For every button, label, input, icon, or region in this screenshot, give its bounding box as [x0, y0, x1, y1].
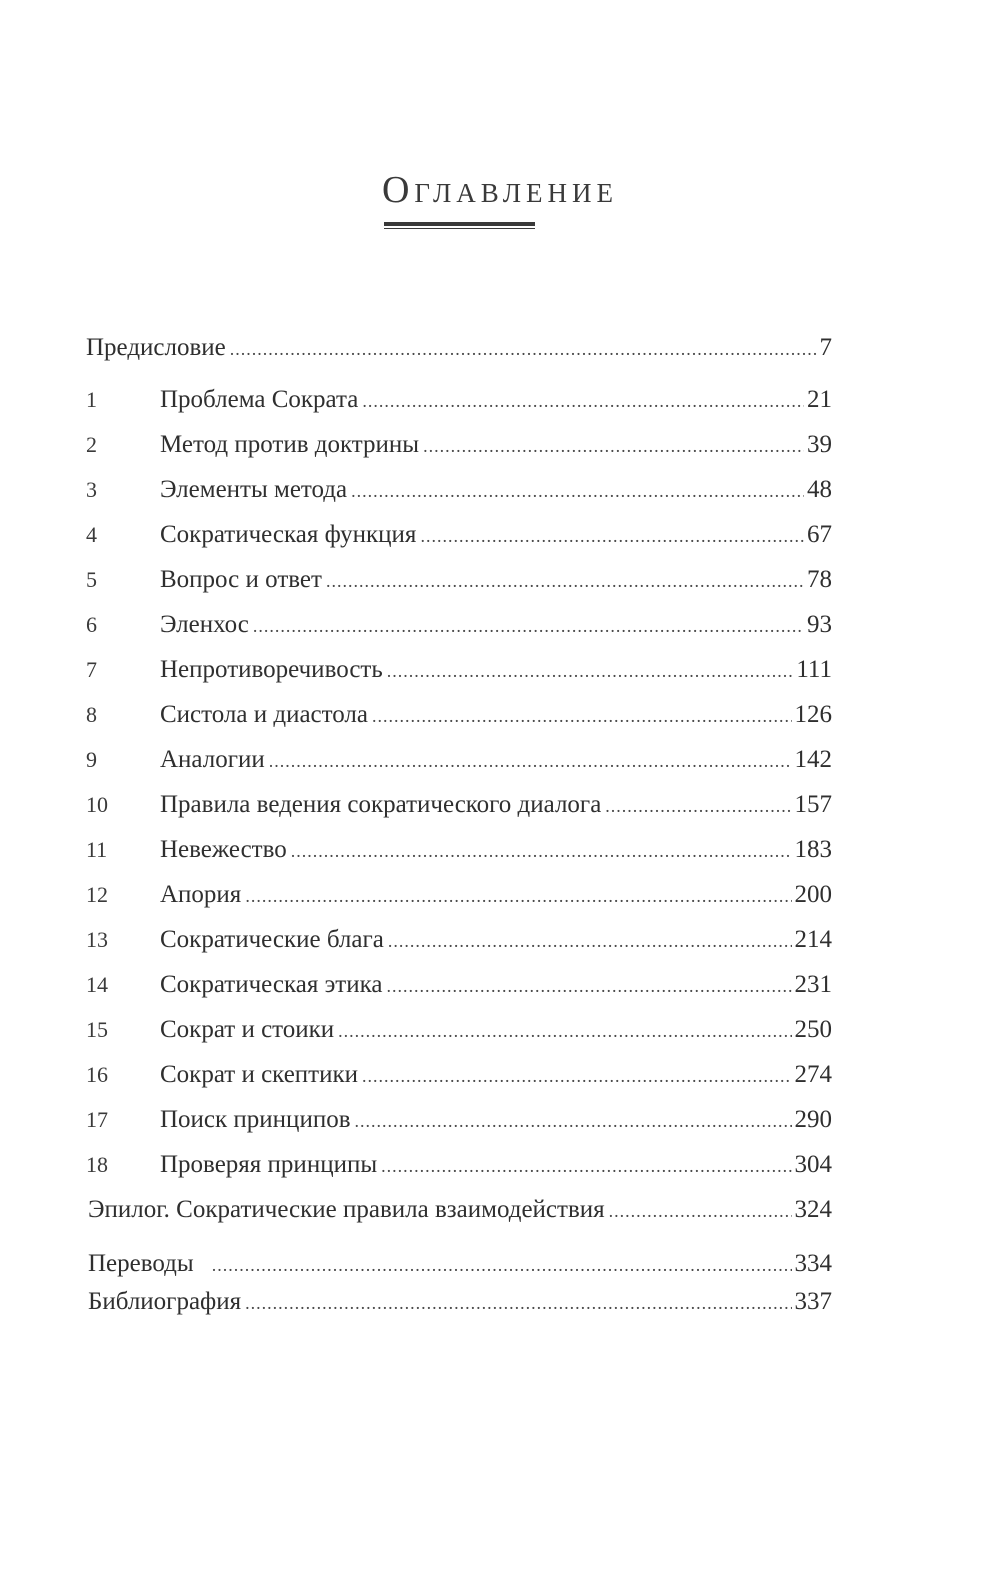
toc-entry-preface[interactable] — [86, 330, 832, 366]
toc-entry-epilogue[interactable] — [88, 1192, 832, 1228]
leader-dots — [355, 1103, 792, 1139]
toc-entry-page: 93 — [807, 611, 832, 638]
leader-dots — [230, 331, 817, 367]
chapter-number: 9 — [86, 747, 97, 772]
leader-dots — [609, 1193, 792, 1229]
leader-dots — [326, 563, 804, 599]
chapter-number: 18 — [86, 1152, 108, 1177]
toc-entry-page: 214 — [794, 926, 832, 953]
leader-dots — [387, 653, 794, 689]
toc-entry-label: Невежество — [160, 836, 287, 863]
toc-entry-page: 200 — [794, 881, 832, 908]
leader-dots — [291, 833, 792, 869]
leader-dots — [388, 923, 792, 959]
chapter-number: 11 — [86, 837, 108, 862]
toc-entry-page: 39 — [807, 431, 832, 458]
toc-entry-label: Проверяя принципы — [160, 1151, 378, 1178]
chapter-number: 15 — [86, 1017, 108, 1042]
toc-entry-chapter-5[interactable] — [86, 562, 832, 598]
toc-entry-label: Сократическая этика — [160, 971, 383, 998]
chapter-number: 10 — [86, 792, 108, 817]
toc-entry-label: Систола и диастола — [160, 701, 368, 728]
leader-dots — [381, 1148, 791, 1184]
toc-entry-translations[interactable] — [88, 1246, 832, 1282]
leader-dots — [351, 473, 804, 509]
toc-entry-page: 21 — [807, 386, 832, 413]
toc-entry-chapter-18[interactable] — [86, 1147, 832, 1183]
toc-entry-label: Сократ и стоики — [160, 1016, 335, 1043]
toc-entry-chapter-2[interactable] — [86, 427, 832, 463]
toc-entry-page: 78 — [807, 566, 832, 593]
toc-entry-chapter-17[interactable] — [86, 1102, 832, 1138]
chapter-number: 13 — [86, 927, 108, 952]
chapter-number: 8 — [86, 702, 97, 727]
leader-dots — [362, 1058, 792, 1094]
leader-dots — [423, 428, 804, 464]
chapter-number: 4 — [86, 522, 97, 547]
toc-entry-page: 111 — [796, 656, 832, 683]
toc-entry-label: Правила ведения сократического диалога — [160, 791, 602, 818]
leader-dots — [269, 743, 792, 779]
leader-dots — [338, 1013, 791, 1049]
leader-dots — [253, 608, 804, 644]
rule-thick-line — [384, 222, 535, 226]
chapter-number: 16 — [86, 1062, 108, 1087]
toc-entry-page: 250 — [794, 1016, 832, 1043]
toc-entry-chapter-3[interactable] — [86, 472, 832, 508]
toc-entry-label: Поиск принципов — [160, 1106, 351, 1133]
toc-entry-label: Вопрос и ответ — [160, 566, 322, 593]
chapter-number: 5 — [86, 567, 97, 592]
toc-entry-page: 274 — [794, 1061, 832, 1088]
chapter-number: 17 — [86, 1107, 108, 1132]
leader-dots — [386, 968, 791, 1004]
leader-dots — [420, 518, 804, 554]
toc-entry-page: 337 — [794, 1288, 832, 1315]
toc-entry-bibliography[interactable] — [88, 1284, 832, 1320]
toc-entry-chapter-1[interactable] — [86, 382, 832, 418]
toc-entry-label: Сократ и скептики — [160, 1061, 358, 1088]
leader-dots — [212, 1247, 792, 1283]
toc-entry-label: Эленхос — [160, 611, 249, 638]
toc-entry-page: 157 — [794, 791, 832, 818]
chapter-number: 12 — [86, 882, 108, 907]
toc-entry-page: 324 — [794, 1196, 832, 1223]
leader-dots — [372, 698, 792, 734]
leader-dots — [362, 383, 804, 419]
leader-dots — [245, 1285, 791, 1321]
toc-entry-chapter-10[interactable] — [86, 787, 832, 823]
toc-entry-label: Переводы — [88, 1250, 194, 1277]
toc-entry-chapter-4[interactable] — [86, 517, 832, 553]
toc-entry-label: Аналогии — [160, 746, 265, 773]
chapter-number: 7 — [86, 657, 97, 682]
toc-entry-chapter-8[interactable] — [86, 697, 832, 733]
toc-entry-chapter-9[interactable] — [86, 742, 832, 778]
toc-entry-label: Непротиворечивость — [160, 656, 383, 683]
chapter-number: 1 — [86, 387, 97, 412]
toc-entry-label: Эпилог. Сократические правила взаимодействия — [88, 1196, 605, 1223]
toc-entry-label: Апория — [160, 881, 242, 908]
toc-entry-page: 304 — [794, 1151, 832, 1178]
toc-entry-label: Метод против доктрины — [160, 431, 420, 458]
chapter-number: 6 — [86, 612, 97, 637]
toc-entry-page: 126 — [794, 701, 832, 728]
toc-entry-chapter-11[interactable] — [86, 832, 832, 868]
toc-entry-chapter-12[interactable] — [86, 877, 832, 913]
chapter-number: 2 — [86, 432, 97, 457]
toc-entry-page: 334 — [794, 1250, 832, 1277]
page-title: Оглавление — [381, 169, 619, 211]
toc-entry-label: Сократические блага — [160, 926, 384, 953]
toc-entry-label: Библиография — [88, 1288, 242, 1315]
toc-entry-page: 231 — [794, 971, 832, 998]
toc-entry-page: 183 — [794, 836, 832, 863]
toc-entry-chapter-13[interactable] — [86, 922, 832, 958]
toc-entry-page: 290 — [794, 1106, 832, 1133]
leader-dots — [245, 878, 791, 914]
toc-entry-page: 142 — [794, 746, 832, 773]
toc-entry-label: Предисловие — [86, 334, 226, 361]
toc-entry-page: 7 — [819, 334, 832, 361]
toc-entry-chapter-15[interactable] — [86, 1012, 832, 1048]
title-double-rule — [384, 222, 535, 230]
rule-thin-line — [384, 228, 535, 229]
toc-entry-chapter-6[interactable] — [86, 607, 832, 643]
toc-entry-label: Проблема Сократа — [160, 386, 359, 413]
toc-entry-chapter-16[interactable] — [86, 1057, 832, 1093]
toc-entry-page: 67 — [807, 521, 832, 548]
toc-entry-label: Сократическая функция — [160, 521, 417, 548]
toc-entry-label: Элементы метода — [160, 476, 348, 503]
leader-dots — [605, 788, 791, 824]
toc-entry-chapter-7[interactable] — [86, 652, 832, 688]
chapter-number: 3 — [86, 477, 97, 502]
toc-entry-page: 48 — [807, 476, 832, 503]
toc-entry-chapter-14[interactable] — [86, 967, 832, 1003]
chapter-number: 14 — [86, 972, 108, 997]
